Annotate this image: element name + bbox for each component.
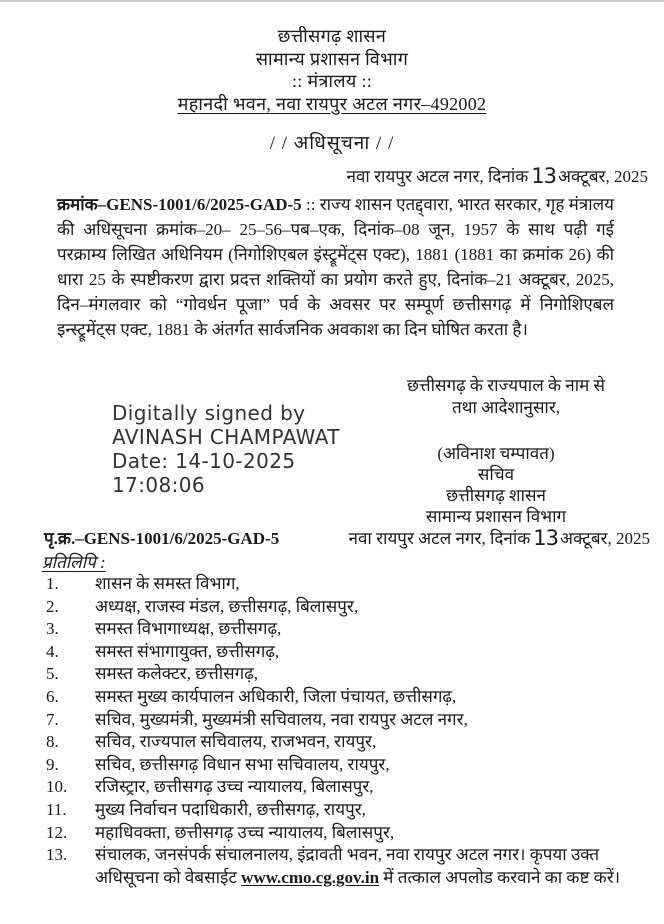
issue-month-year: अक्टूबर, 2025	[558, 167, 648, 186]
list-item-number: 11.	[46, 799, 67, 819]
endorsement-line	[44, 526, 650, 549]
list-item-number: 5.	[46, 664, 59, 684]
endorsement-dateline	[349, 526, 650, 549]
list-item-number: 6.	[46, 686, 59, 706]
list-item-text: सचिव, मुख्यमंत्री, मुख्यमंत्री सचिवालय, नवा रायपुर अटल नगर,	[95, 709, 468, 729]
copy-to-label: प्रतिलिपि :	[42, 553, 106, 572]
list-item	[46, 754, 643, 777]
list-item	[46, 731, 643, 754]
order-paragraph	[57, 192, 614, 342]
order-reference-number: क्रमांक–GENS-1001/6/2025-GAD-5	[57, 195, 302, 214]
signatory-name: (अविनाश चम्पावत)	[437, 444, 555, 463]
by-order-line1: छत्तीसगढ़ के राज्यपाल के नाम से	[406, 376, 606, 395]
by-order-line2: तथा आदेशानुसार,	[451, 397, 561, 417]
issue-dateline	[347, 164, 648, 187]
list-item	[46, 709, 643, 732]
letterhead	[0, 25, 664, 115]
signatory-designation: सचिव	[477, 465, 515, 484]
issue-place-date-prefix: नवा रायपुर अटल नगर, दिनांक	[346, 167, 529, 186]
list-item-text	[95, 844, 643, 889]
list-item	[46, 799, 643, 822]
list-item-number: 12.	[46, 822, 68, 842]
list-item-text: महाधिवक्ता, छत्तीसगढ़ उच्च न्यायालय, बिलासपुर,	[95, 822, 395, 842]
digital-signature-name: AVINASH CHAMPAWAT	[112, 425, 340, 449]
endorsement-reference-number: पृ.क्र.–GENS-1001/6/2025-GAD-5	[44, 529, 280, 548]
list-item-text: शासन के समस्त विभाग,	[95, 574, 240, 593]
digital-signature-line1: Digitally signed by	[112, 401, 306, 425]
list-item-text: समस्त मुख्य कार्यपालन अधिकारी, जिला पंचायत, छत्तीसगढ़,	[95, 686, 457, 706]
digital-signature-time: 17:08:06	[112, 473, 206, 497]
signatory-department: सामान्य प्रशासन विभाग	[425, 507, 567, 526]
list-item-number: 8.	[46, 732, 59, 752]
list-item-text: सचिव, छत्तीसगढ़ विधान सभा सचिवालय, रायपुर,	[95, 754, 390, 774]
letterhead-government: छत्तीसगढ़ शासन	[277, 26, 387, 46]
list-item-text-after-link: में तत्काल अपलोड करवाने का कष्ट करें।	[379, 867, 621, 887]
list-item-number: 10.	[46, 777, 68, 797]
list-item	[46, 596, 643, 619]
list-item	[46, 618, 643, 641]
endorsement-handwritten-day: 13	[533, 526, 559, 550]
digital-signature-stamp	[112, 401, 340, 497]
scan-edge-artifact	[0, 0, 664, 2]
list-item	[46, 663, 643, 686]
letterhead-ministry: :: मंत्रालय ::	[291, 71, 372, 91]
by-order-block	[378, 375, 634, 418]
list-item-text: समस्त विभागाध्यक्ष, छत्तीसगढ़,	[95, 619, 282, 639]
list-item-text: समस्त संभागायुक्त, छत्तीसगढ़,	[95, 641, 280, 661]
signatory-government: छत्तीसगढ़ शासन	[446, 486, 546, 505]
list-item-text: सचिव, राज्यपाल सचिवालय, राजभवन, रायपुर,	[95, 732, 377, 752]
cmo-website-link[interactable]: www.cmo.cg.gov.in	[241, 867, 380, 887]
list-item	[46, 641, 643, 664]
list-item-number: 1.	[46, 574, 59, 593]
list-item-number: 7.	[46, 709, 59, 729]
list-item	[46, 822, 643, 845]
list-item-text-before-link: संचालक, जनसंपर्क संचालनालय, इंद्रावती भवन, नवा रायपुर अटल नगर। कृपया उक्त अधिसूचना को वेबसाईट	[95, 845, 600, 887]
signatory-block	[388, 443, 604, 527]
notification-title: / / अधिसूचना / /	[269, 133, 395, 154]
list-item	[46, 776, 643, 799]
list-item-text: मुख्य निर्वाचन पदाधिकारी, छत्तीसगढ़, रायपुर,	[95, 799, 366, 819]
list-item-number: 2.	[46, 596, 59, 616]
list-item-text: रजिस्ट्रार, छत्तीसगढ़ उच्च न्यायालय, बिलासपुर,	[95, 777, 374, 797]
list-item-text: समस्त कलेक्टर, छत्तीसगढ़,	[95, 664, 259, 684]
list-item	[46, 573, 643, 596]
list-item	[46, 686, 643, 709]
letterhead-address: महानदी भवन, नवा रायपुर अटल नगर–492002	[177, 93, 487, 114]
distribution-list	[46, 573, 643, 889]
list-item-number: 4.	[46, 641, 59, 661]
list-item-number: 13.	[46, 845, 68, 865]
letterhead-department: सामान्य प्रशासन विभाग	[255, 48, 409, 69]
handwritten-day: 13	[531, 164, 557, 188]
list-item-text: अध्यक्ष, राजस्व मंडल, छत्तीसगढ़, बिलासपुर,	[95, 596, 359, 616]
list-item-number: 3.	[46, 619, 59, 639]
endorsement-place-date-prefix: नवा रायपुर अटल नगर, दिनांक	[348, 529, 531, 548]
order-body-text: :: राज्य शासन एतद्द्वारा, भारत सरकार, गृह मंत्रालय की अधिसूचना क्रमांक–20– 25–56–पब–एक, दिनांक–08 जून, 1957 के साथ पढ़ी गई परक्राम्य लिखित अधिनियम (निगोशिएबल इंस्ट्रूमेंट्स एक्ट), 1881 (1881 का क्रमांक 26) की धारा 25 के स्पष्टीकरण द्वारा प्रदत्त शक्तियों का प्रयोग करते हुए, दिनांक–21 अक्टूबर, 2025, दिन–मंगलवार को “गोवर्धन पूजा” पर्व के अवसर पर सम्पूर्ण छत्तीसगढ़ में निगोशिएबल इन्स्ट्रूमेंट्स एक्ट, 1881 के अंतर्गत सार्वजनिक अवकाश का दिन घोषित करता है।	[57, 195, 614, 339]
digital-signature-date: Date: 14-10-2025	[112, 449, 296, 473]
list-item	[46, 844, 643, 889]
endorsement-month-year: अक्टूबर, 2025	[560, 529, 650, 548]
list-item-number: 9.	[46, 754, 59, 774]
